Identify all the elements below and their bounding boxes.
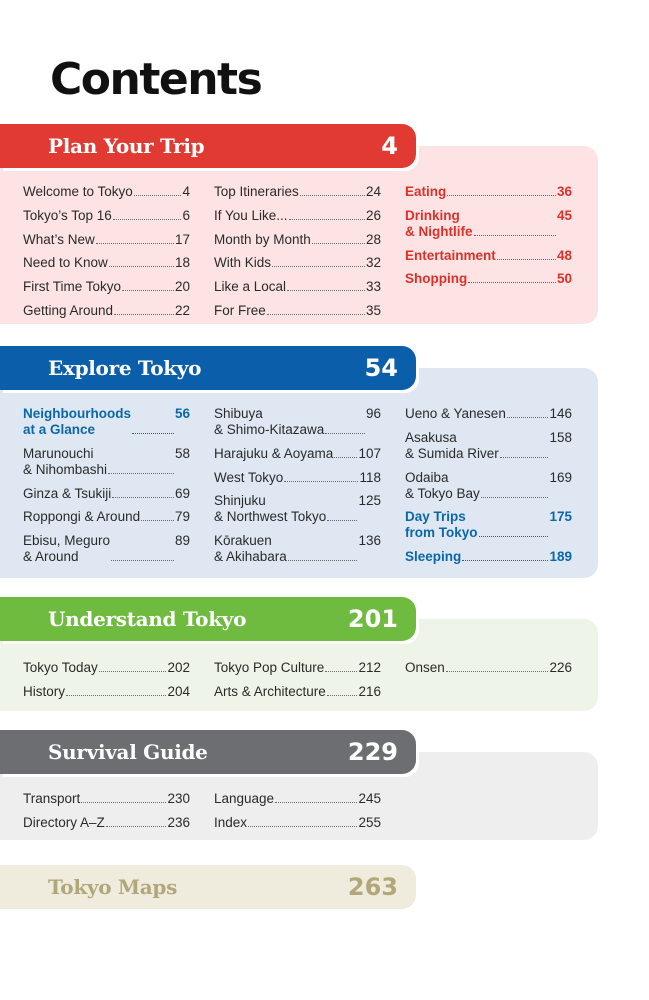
toc-entry[interactable] (23, 184, 190, 200)
toc-entry[interactable] (214, 470, 381, 486)
page-title: Contents (50, 54, 262, 105)
toc-entry[interactable] (214, 815, 381, 831)
toc-entry-label: Tokyo Pop Culture (214, 660, 325, 675)
toc-entry[interactable] (405, 549, 572, 565)
toc-entry[interactable] (23, 208, 190, 224)
toc-entry-label: Neighbourhoods at a Glance (23, 406, 131, 437)
dot-leader (267, 314, 365, 315)
dot-leader (109, 266, 174, 267)
section-title: Plan Your Trip (48, 134, 205, 158)
toc-entry[interactable] (214, 303, 381, 319)
section-page-number: 54 (364, 354, 398, 382)
toc-entry-page: 6 (182, 207, 190, 223)
dot-leader (481, 497, 549, 498)
section-band[interactable] (0, 597, 416, 641)
toc-entry-page: 118 (359, 469, 381, 485)
dot-leader (288, 560, 358, 561)
toc-entry[interactable] (214, 791, 381, 807)
section-band[interactable] (0, 865, 416, 909)
dot-leader (112, 497, 174, 498)
toc-entry[interactable] (23, 509, 190, 525)
dot-leader (462, 560, 548, 561)
toc-entry[interactable] (23, 533, 190, 565)
toc-entry-label: Sleeping (405, 549, 462, 565)
toc-entry-page: 169 (549, 469, 572, 485)
dot-leader (111, 560, 174, 561)
toc-column-1 (23, 184, 190, 327)
toc-entry[interactable] (405, 271, 572, 287)
toc-entry-label: Ueno & Yanesen (405, 406, 506, 421)
section-band[interactable] (0, 124, 416, 168)
toc-entry-label: Shibuya & Shimo-Kitazawa (214, 406, 325, 437)
toc-entry-page: 58 (174, 445, 190, 461)
toc-column-2 (214, 791, 381, 839)
dot-leader (272, 266, 365, 267)
dot-leader (134, 195, 182, 196)
dot-leader (500, 457, 549, 458)
toc-entry-label: Like a Local (214, 279, 287, 295)
toc-entry[interactable] (23, 486, 190, 502)
section-band[interactable] (0, 730, 416, 774)
section-page-number: 263 (347, 873, 398, 901)
toc-entry-page: 245 (358, 791, 381, 806)
dot-leader (66, 695, 166, 696)
toc-entry[interactable] (214, 684, 381, 700)
toc-entry-label: Ginza & Tsukiji (23, 485, 112, 501)
toc-entry-label: Shinjuku & Northwest Tokyo (214, 493, 327, 525)
dot-leader (334, 457, 357, 458)
toc-entry[interactable] (23, 279, 190, 295)
toc-entry-page: 255 (358, 814, 381, 830)
toc-entry[interactable] (23, 815, 190, 831)
toc-entry-page: 107 (358, 445, 381, 461)
toc-column-1 (23, 406, 190, 573)
dot-leader (113, 219, 182, 220)
section-title: Tokyo Maps (48, 875, 178, 899)
toc-entry[interactable] (405, 660, 572, 676)
dot-leader (479, 536, 549, 537)
section-title: Survival Guide (48, 740, 208, 764)
toc-entry-label: Day Trips from Tokyo (405, 509, 478, 541)
toc-entry-page: 146 (549, 406, 572, 421)
toc-entry-label: Directory A–Z (23, 814, 105, 830)
toc-entry-label: For Free (214, 302, 266, 318)
toc-entry[interactable] (405, 406, 572, 422)
toc-entry-page: 125 (358, 493, 381, 509)
toc-entry-label: Marunouchi & Nihombashi (23, 445, 108, 477)
toc-entry-label: Getting Around (23, 302, 114, 318)
dot-leader (312, 243, 365, 244)
section-page-number: 201 (347, 605, 398, 633)
toc-entry-page: 230 (167, 791, 190, 806)
toc-entry-page: 4 (182, 184, 190, 199)
toc-entry-label: Need to Know (23, 255, 108, 271)
dot-leader (325, 671, 357, 672)
toc-entry-page: 226 (549, 660, 572, 675)
dot-leader (325, 433, 365, 434)
dot-leader (474, 235, 556, 236)
toc-entry-page: 216 (358, 683, 381, 699)
toc-entry-page: 22 (174, 302, 190, 318)
toc-entry[interactable] (214, 493, 381, 525)
toc-column-3 (405, 660, 572, 684)
toc-entry[interactable] (405, 248, 572, 264)
dot-leader (108, 473, 174, 474)
toc-column-2 (214, 406, 381, 573)
toc-entry[interactable] (23, 684, 190, 700)
toc-entry-page: 189 (549, 549, 572, 565)
toc-entry[interactable] (214, 533, 381, 565)
toc-column-2 (214, 184, 381, 327)
section-page-number: 4 (381, 132, 398, 160)
toc-entry-page: 33 (365, 279, 381, 295)
toc-entry-label: West Tokyo (214, 469, 284, 485)
toc-entry-label: First Time Tokyo (23, 279, 122, 295)
dot-leader (132, 433, 174, 434)
toc-entry-label: With Kids (214, 255, 272, 271)
toc-entry-label: If You Like... (214, 207, 288, 223)
toc-entry[interactable] (23, 232, 190, 248)
section-title: Explore Tokyo (48, 356, 202, 380)
toc-entry-label: Language (214, 791, 275, 806)
toc-entry[interactable] (214, 406, 381, 438)
toc-entry-label: Ebisu, Meguro & Around (23, 533, 111, 565)
toc-entry-page: 36 (556, 184, 572, 199)
toc-entry-label: Onsen (405, 660, 445, 675)
toc-entry-page: 79 (174, 509, 190, 525)
toc-entry-page: 45 (556, 207, 572, 223)
toc-entry[interactable] (23, 303, 190, 319)
toc-column-1 (23, 660, 190, 708)
toc-entry-page: 89 (174, 533, 190, 549)
dot-leader (284, 481, 358, 482)
toc-column-2 (214, 660, 381, 708)
toc-entry[interactable] (23, 660, 190, 676)
dot-leader (114, 314, 174, 315)
dot-leader (289, 219, 365, 220)
dot-leader (468, 282, 556, 283)
dot-leader (447, 195, 556, 196)
toc-entry-page: 204 (167, 683, 190, 699)
toc-entry[interactable] (405, 430, 572, 462)
toc-entry[interactable] (214, 279, 381, 295)
toc-entry[interactable] (405, 470, 572, 502)
toc-entry-page: 18 (174, 255, 190, 271)
toc-entry-label: Drinking & Nightlife (405, 207, 473, 239)
section-page-number: 229 (347, 738, 398, 766)
toc-entry-label: Tokyo Today (23, 660, 98, 675)
dot-leader (141, 520, 174, 521)
toc-entry-page: 175 (549, 509, 572, 525)
dot-leader (327, 695, 358, 696)
dot-leader (81, 802, 166, 803)
toc-entry-label: Asakusa & Sumida River (405, 429, 499, 461)
toc-entry-label: Arts & Architecture (214, 683, 326, 699)
toc-entry-page: 136 (358, 533, 381, 549)
toc-entry-page: 158 (549, 429, 572, 445)
dot-leader (106, 826, 167, 827)
toc-entry-label: Kōrakuen & Akihabara (214, 533, 287, 565)
dot-leader (497, 259, 556, 260)
dot-leader (96, 243, 174, 244)
toc-entry-label: Welcome to Tokyo (23, 184, 133, 199)
toc-entry-page: 24 (365, 184, 381, 199)
toc-entry-page: 69 (174, 485, 190, 501)
toc-entry-page: 96 (365, 406, 381, 421)
toc-entry-page: 28 (365, 231, 381, 247)
toc-entry[interactable] (214, 184, 381, 200)
dot-leader (287, 290, 365, 291)
toc-entry[interactable] (23, 406, 190, 438)
dot-leader (122, 290, 174, 291)
toc-entry-page: 35 (365, 302, 381, 318)
toc-entry[interactable] (214, 232, 381, 248)
toc-entry[interactable] (405, 509, 572, 541)
toc-entry-label: Shopping (405, 271, 468, 287)
dot-leader (507, 417, 549, 418)
toc-entry-label: Harajuku & Aoyama (214, 445, 334, 461)
toc-entry-label: Index (214, 814, 248, 830)
dot-leader (300, 195, 365, 196)
toc-entry[interactable] (214, 660, 381, 676)
toc-entry-label: Tokyo’s Top 16 (23, 207, 112, 223)
dot-leader (446, 671, 549, 672)
toc-entry[interactable] (23, 446, 190, 478)
toc-entry[interactable] (23, 791, 190, 807)
toc-column-1 (23, 791, 190, 839)
toc-entry-page: 202 (167, 660, 190, 675)
toc-entry-page: 20 (174, 279, 190, 295)
toc-entry-page: 17 (174, 231, 190, 247)
toc-entry-page: 236 (167, 814, 190, 830)
dot-leader (99, 671, 167, 672)
toc-entry[interactable] (214, 208, 381, 224)
dot-leader (248, 826, 357, 827)
toc-entry-label: What’s New (23, 231, 95, 247)
toc-entry-page: 56 (174, 406, 190, 421)
toc-entry-label: Entertainment (405, 247, 496, 263)
section-title: Understand Tokyo (48, 607, 247, 631)
toc-entry-label: Top Itineraries (214, 184, 299, 199)
toc-entry-label: Month by Month (214, 231, 311, 247)
toc-entry[interactable] (405, 208, 572, 240)
dot-leader (275, 802, 357, 803)
toc-entry-page: 26 (365, 207, 381, 223)
toc-entry[interactable] (214, 446, 381, 462)
toc-entry[interactable] (23, 255, 190, 271)
toc-entry-label: Transport (23, 791, 81, 806)
toc-column-3 (405, 184, 572, 295)
toc-entry-page: 48 (556, 247, 572, 263)
toc-entry-label: Odaiba & Tokyo Bay (405, 469, 480, 501)
toc-entry-page: 50 (556, 271, 572, 287)
toc-column-3 (405, 406, 572, 573)
dot-leader (327, 520, 357, 521)
toc-entry-label: Roppongi & Around (23, 509, 141, 525)
toc-entry[interactable] (214, 255, 381, 271)
toc-entry-page: 212 (358, 660, 381, 675)
toc-entry-label: History (23, 683, 66, 699)
toc-entry-label: Eating (405, 184, 447, 199)
section-band[interactable] (0, 346, 416, 390)
toc-entry[interactable] (405, 184, 572, 200)
toc-entry-page: 32 (365, 255, 381, 271)
